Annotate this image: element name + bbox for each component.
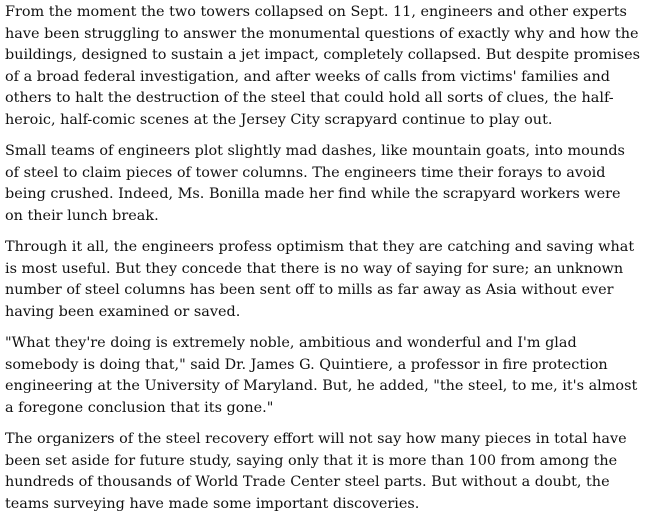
article-paragraph-4: "What they're doing is extremely noble, ambitious and wonderful and I'm glad somebody is doing that," said Dr. James G. Quintiere, a professor in fire protection engineering at the University of Maryland. But, he added, "the steel, to me, it's almost a foregone conclusion that its gone." (5, 335, 638, 416)
article-paragraph-2: Small teams of engineers plot slightly mad dashes, like mountain goats, into mounds of steel to claim pieces of tower columns. The engineers time their forays to avoid being crushed. Indeed, Ms. Bonilla made her find while the scrapyard workers were on their lunch break. (5, 143, 625, 224)
article-paragraph-5: The organizers of the steel recovery effort will not say how many pieces in total have been set aside for future study, saying only that it is more than 100 from among the hundreds of thousands of World Trade Center steel parts. But without a doubt, the teams surveying have made some important discoveries. (5, 431, 627, 512)
article-paragraph-1: From the moment the two towers collapsed on Sept. 11, engineers and other experts have been struggling to answer the monumental questions of exactly why and how the buildings, designed to sustain a jet impact, completely collapsed. But despite promises of a broad federal investigation, and after weeks of calls from victims' families and others to halt the destruction of the steel that could hold all sorts of clues, the half-heroic, half-comic scenes at the Jersey City scrapyard continue to play out. (5, 4, 640, 128)
article-paragraph-3: Through it all, the engineers profess optimism that they are catching and saving what is most useful. But they concede that there is no way of saying for sure; an unknown number of steel columns has been sent off to mills as far away as Asia without ever having been examined or saved. (5, 239, 635, 320)
